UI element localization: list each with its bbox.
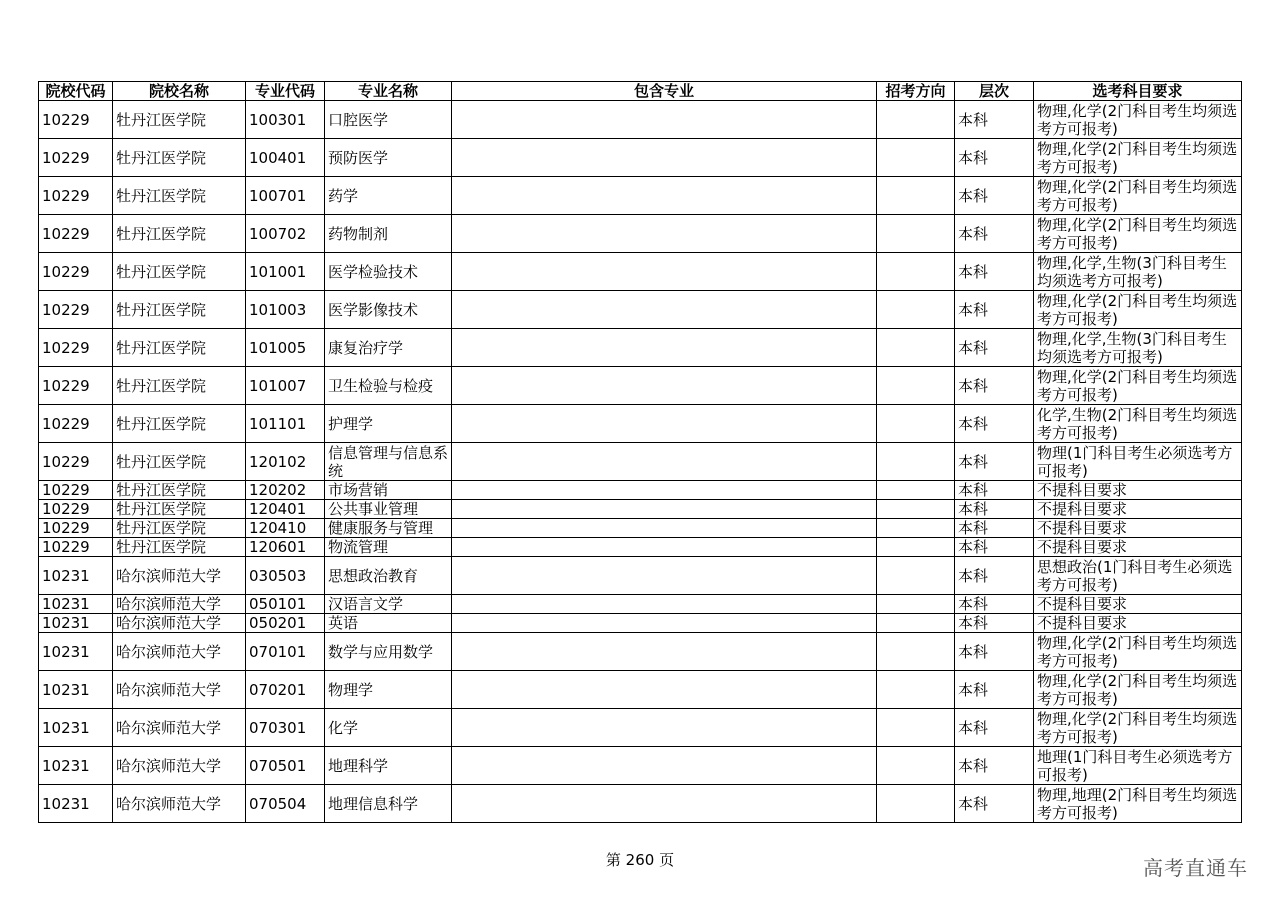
cell-major-name: 思想政治教育 bbox=[325, 557, 452, 595]
cell-school-code: 10229 bbox=[39, 101, 113, 139]
cell-school-name: 牡丹江医学院 bbox=[113, 291, 246, 329]
cell-direction bbox=[877, 785, 955, 823]
cell-major-code: 070101 bbox=[246, 633, 325, 671]
cell-major-name: 药学 bbox=[325, 177, 452, 215]
cell-school-code: 10229 bbox=[39, 139, 113, 177]
cell-subject-requirement: 物理,化学(2门科目考生均须选考方可报考) bbox=[1034, 215, 1242, 253]
cell-major-code: 120202 bbox=[246, 481, 325, 500]
cell-school-name: 哈尔滨师范大学 bbox=[113, 595, 246, 614]
cell-school-code: 10229 bbox=[39, 329, 113, 367]
cell-school-name: 哈尔滨师范大学 bbox=[113, 785, 246, 823]
cell-major-name: 预防医学 bbox=[325, 139, 452, 177]
cell-level: 本科 bbox=[955, 595, 1034, 614]
cell-direction bbox=[877, 709, 955, 747]
cell-school-code: 10231 bbox=[39, 747, 113, 785]
cell-major-code: 100301 bbox=[246, 101, 325, 139]
cell-subject-requirement: 物理(1门科目考生必须选考方可报考) bbox=[1034, 443, 1242, 481]
cell-direction bbox=[877, 614, 955, 633]
cell-subject-requirement: 地理(1门科目考生必须选考方可报考) bbox=[1034, 747, 1242, 785]
table-row bbox=[39, 595, 1242, 614]
header-school-name: 院校名称 bbox=[113, 82, 246, 101]
cell-major-code: 120601 bbox=[246, 538, 325, 557]
cell-school-name: 哈尔滨师范大学 bbox=[113, 747, 246, 785]
cell-direction bbox=[877, 139, 955, 177]
cell-major-code: 101101 bbox=[246, 405, 325, 443]
table-row bbox=[39, 101, 1242, 139]
cell-school-name: 牡丹江医学院 bbox=[113, 215, 246, 253]
cell-school-name: 牡丹江医学院 bbox=[113, 101, 246, 139]
cell-school-code: 10231 bbox=[39, 595, 113, 614]
cell-school-code: 10231 bbox=[39, 633, 113, 671]
header-major-code: 专业代码 bbox=[246, 82, 325, 101]
cell-subject-requirement: 物理,地理(2门科目考生均须选考方可报考) bbox=[1034, 785, 1242, 823]
cell-major-name: 护理学 bbox=[325, 405, 452, 443]
table-body bbox=[39, 101, 1242, 823]
table-row bbox=[39, 519, 1242, 538]
cell-school-name: 哈尔滨师范大学 bbox=[113, 709, 246, 747]
cell-level: 本科 bbox=[955, 557, 1034, 595]
cell-major-code: 070501 bbox=[246, 747, 325, 785]
cell-subject-requirement: 化学,生物(2门科目考生均须选考方可报考) bbox=[1034, 405, 1242, 443]
cell-included-majors bbox=[452, 538, 877, 557]
cell-school-name: 牡丹江医学院 bbox=[113, 139, 246, 177]
cell-major-name: 汉语言文学 bbox=[325, 595, 452, 614]
table-row bbox=[39, 500, 1242, 519]
table-row bbox=[39, 671, 1242, 709]
cell-direction bbox=[877, 405, 955, 443]
cell-major-code: 101005 bbox=[246, 329, 325, 367]
cell-major-code: 070504 bbox=[246, 785, 325, 823]
table-row bbox=[39, 614, 1242, 633]
cell-subject-requirement: 物理,化学,生物(3门科目考生均须选考方可报考) bbox=[1034, 329, 1242, 367]
cell-subject-requirement: 不提科目要求 bbox=[1034, 614, 1242, 633]
cell-direction bbox=[877, 538, 955, 557]
table-row bbox=[39, 633, 1242, 671]
cell-school-name: 哈尔滨师范大学 bbox=[113, 557, 246, 595]
cell-subject-requirement: 物理,化学(2门科目考生均须选考方可报考) bbox=[1034, 291, 1242, 329]
cell-included-majors bbox=[452, 557, 877, 595]
table-row bbox=[39, 139, 1242, 177]
cell-direction bbox=[877, 500, 955, 519]
cell-major-code: 101003 bbox=[246, 291, 325, 329]
cell-school-name: 牡丹江医学院 bbox=[113, 481, 246, 500]
cell-direction bbox=[877, 633, 955, 671]
cell-major-name: 健康服务与管理 bbox=[325, 519, 452, 538]
cell-included-majors bbox=[452, 215, 877, 253]
cell-school-code: 10231 bbox=[39, 785, 113, 823]
cell-included-majors bbox=[452, 481, 877, 500]
cell-major-name: 康复治疗学 bbox=[325, 329, 452, 367]
cell-direction bbox=[877, 595, 955, 614]
cell-major-code: 070201 bbox=[246, 671, 325, 709]
cell-major-name: 物理学 bbox=[325, 671, 452, 709]
cell-school-name: 牡丹江医学院 bbox=[113, 443, 246, 481]
cell-major-name: 数学与应用数学 bbox=[325, 633, 452, 671]
cell-major-name: 药物制剂 bbox=[325, 215, 452, 253]
admissions-table bbox=[38, 81, 1242, 823]
header-subject-requirement: 选考科目要求 bbox=[1034, 82, 1242, 101]
cell-major-name: 市场营销 bbox=[325, 481, 452, 500]
cell-included-majors bbox=[452, 519, 877, 538]
cell-level: 本科 bbox=[955, 253, 1034, 291]
cell-level: 本科 bbox=[955, 481, 1034, 500]
cell-included-majors bbox=[452, 595, 877, 614]
cell-subject-requirement: 物理,化学(2门科目考生均须选考方可报考) bbox=[1034, 709, 1242, 747]
table-row bbox=[39, 367, 1242, 405]
page-number: 第 260 页 bbox=[605, 851, 675, 869]
cell-school-code: 10229 bbox=[39, 481, 113, 500]
cell-included-majors bbox=[452, 329, 877, 367]
table-row bbox=[39, 557, 1242, 595]
cell-school-name: 牡丹江医学院 bbox=[113, 405, 246, 443]
cell-subject-requirement: 物理,化学(2门科目考生均须选考方可报考) bbox=[1034, 101, 1242, 139]
cell-school-code: 10229 bbox=[39, 367, 113, 405]
cell-included-majors bbox=[452, 253, 877, 291]
cell-school-code: 10229 bbox=[39, 291, 113, 329]
cell-subject-requirement: 思想政治(1门科目考生必须选考方可报考) bbox=[1034, 557, 1242, 595]
cell-direction bbox=[877, 101, 955, 139]
cell-major-name: 公共事业管理 bbox=[325, 500, 452, 519]
cell-included-majors bbox=[452, 747, 877, 785]
cell-direction bbox=[877, 481, 955, 500]
cell-major-code: 050101 bbox=[246, 595, 325, 614]
cell-school-name: 牡丹江医学院 bbox=[113, 519, 246, 538]
cell-level: 本科 bbox=[955, 747, 1034, 785]
cell-major-name: 物流管理 bbox=[325, 538, 452, 557]
cell-subject-requirement: 物理,化学(2门科目考生均须选考方可报考) bbox=[1034, 633, 1242, 671]
cell-direction bbox=[877, 177, 955, 215]
cell-included-majors bbox=[452, 500, 877, 519]
table-row bbox=[39, 405, 1242, 443]
cell-school-code: 10229 bbox=[39, 405, 113, 443]
table-row bbox=[39, 177, 1242, 215]
cell-major-name: 化学 bbox=[325, 709, 452, 747]
cell-school-name: 哈尔滨师范大学 bbox=[113, 671, 246, 709]
cell-subject-requirement: 不提科目要求 bbox=[1034, 519, 1242, 538]
cell-level: 本科 bbox=[955, 785, 1034, 823]
cell-included-majors bbox=[452, 785, 877, 823]
cell-major-code: 050201 bbox=[246, 614, 325, 633]
cell-level: 本科 bbox=[955, 443, 1034, 481]
cell-included-majors bbox=[452, 367, 877, 405]
cell-school-code: 10229 bbox=[39, 215, 113, 253]
table-row bbox=[39, 538, 1242, 557]
cell-included-majors bbox=[452, 709, 877, 747]
cell-subject-requirement: 物理,化学(2门科目考生均须选考方可报考) bbox=[1034, 139, 1242, 177]
cell-subject-requirement: 物理,化学,生物(3门科目考生均须选考方可报考) bbox=[1034, 253, 1242, 291]
cell-school-name: 哈尔滨师范大学 bbox=[113, 633, 246, 671]
cell-direction bbox=[877, 519, 955, 538]
cell-major-name: 卫生检验与检疫 bbox=[325, 367, 452, 405]
cell-school-code: 10229 bbox=[39, 538, 113, 557]
cell-level: 本科 bbox=[955, 367, 1034, 405]
cell-direction bbox=[877, 747, 955, 785]
cell-subject-requirement: 不提科目要求 bbox=[1034, 500, 1242, 519]
table-row bbox=[39, 253, 1242, 291]
header-major-name: 专业名称 bbox=[325, 82, 452, 101]
cell-subject-requirement: 不提科目要求 bbox=[1034, 538, 1242, 557]
table-row bbox=[39, 443, 1242, 481]
cell-school-code: 10229 bbox=[39, 519, 113, 538]
cell-included-majors bbox=[452, 633, 877, 671]
table-row bbox=[39, 291, 1242, 329]
cell-school-name: 牡丹江医学院 bbox=[113, 367, 246, 405]
cell-major-name: 英语 bbox=[325, 614, 452, 633]
cell-level: 本科 bbox=[955, 709, 1034, 747]
cell-major-code: 100401 bbox=[246, 139, 325, 177]
cell-level: 本科 bbox=[955, 538, 1034, 557]
cell-major-code: 101007 bbox=[246, 367, 325, 405]
table-row bbox=[39, 785, 1242, 823]
cell-level: 本科 bbox=[955, 500, 1034, 519]
cell-school-code: 10231 bbox=[39, 557, 113, 595]
cell-major-name: 地理信息科学 bbox=[325, 785, 452, 823]
cell-major-code: 101001 bbox=[246, 253, 325, 291]
cell-level: 本科 bbox=[955, 519, 1034, 538]
header-included-majors: 包含专业 bbox=[452, 82, 877, 101]
cell-direction bbox=[877, 367, 955, 405]
cell-school-name: 牡丹江医学院 bbox=[113, 329, 246, 367]
table-row bbox=[39, 747, 1242, 785]
cell-major-code: 070301 bbox=[246, 709, 325, 747]
cell-school-code: 10229 bbox=[39, 443, 113, 481]
cell-direction bbox=[877, 329, 955, 367]
cell-school-name: 牡丹江医学院 bbox=[113, 253, 246, 291]
cell-direction bbox=[877, 291, 955, 329]
cell-direction bbox=[877, 443, 955, 481]
cell-school-code: 10229 bbox=[39, 500, 113, 519]
cell-school-name: 哈尔滨师范大学 bbox=[113, 614, 246, 633]
header-level: 层次 bbox=[955, 82, 1034, 101]
cell-level: 本科 bbox=[955, 329, 1034, 367]
cell-school-name: 牡丹江医学院 bbox=[113, 177, 246, 215]
header-direction: 招考方向 bbox=[877, 82, 955, 101]
cell-level: 本科 bbox=[955, 139, 1034, 177]
cell-level: 本科 bbox=[955, 671, 1034, 709]
cell-major-code: 030503 bbox=[246, 557, 325, 595]
cell-major-name: 信息管理与信息系统 bbox=[325, 443, 452, 481]
table-row bbox=[39, 215, 1242, 253]
table-row bbox=[39, 481, 1242, 500]
watermark-text: 高考直通车 bbox=[1143, 856, 1248, 880]
cell-level: 本科 bbox=[955, 405, 1034, 443]
cell-level: 本科 bbox=[955, 614, 1034, 633]
cell-included-majors bbox=[452, 139, 877, 177]
cell-major-code: 100701 bbox=[246, 177, 325, 215]
cell-level: 本科 bbox=[955, 101, 1034, 139]
cell-school-name: 牡丹江医学院 bbox=[113, 500, 246, 519]
cell-major-name: 医学影像技术 bbox=[325, 291, 452, 329]
cell-included-majors bbox=[452, 671, 877, 709]
cell-direction bbox=[877, 253, 955, 291]
cell-school-code: 10229 bbox=[39, 177, 113, 215]
cell-school-code: 10231 bbox=[39, 709, 113, 747]
cell-level: 本科 bbox=[955, 633, 1034, 671]
cell-included-majors bbox=[452, 443, 877, 481]
cell-level: 本科 bbox=[955, 177, 1034, 215]
cell-direction bbox=[877, 671, 955, 709]
cell-direction bbox=[877, 215, 955, 253]
header-school-code: 院校代码 bbox=[39, 82, 113, 101]
cell-major-name: 地理科学 bbox=[325, 747, 452, 785]
cell-major-code: 120401 bbox=[246, 500, 325, 519]
cell-subject-requirement: 物理,化学(2门科目考生均须选考方可报考) bbox=[1034, 367, 1242, 405]
cell-subject-requirement: 物理,化学(2门科目考生均须选考方可报考) bbox=[1034, 671, 1242, 709]
table-row bbox=[39, 329, 1242, 367]
cell-school-code: 10231 bbox=[39, 614, 113, 633]
cell-school-code: 10231 bbox=[39, 671, 113, 709]
cell-subject-requirement: 不提科目要求 bbox=[1034, 595, 1242, 614]
cell-included-majors bbox=[452, 291, 877, 329]
cell-school-code: 10229 bbox=[39, 253, 113, 291]
cell-major-code: 120102 bbox=[246, 443, 325, 481]
cell-subject-requirement: 不提科目要求 bbox=[1034, 481, 1242, 500]
cell-level: 本科 bbox=[955, 291, 1034, 329]
table-row bbox=[39, 709, 1242, 747]
table-header-row bbox=[39, 82, 1242, 101]
cell-level: 本科 bbox=[955, 215, 1034, 253]
cell-major-code: 100702 bbox=[246, 215, 325, 253]
cell-included-majors bbox=[452, 405, 877, 443]
cell-direction bbox=[877, 557, 955, 595]
cell-included-majors bbox=[452, 177, 877, 215]
cell-subject-requirement: 物理,化学(2门科目考生均须选考方可报考) bbox=[1034, 177, 1242, 215]
cell-major-name: 医学检验技术 bbox=[325, 253, 452, 291]
cell-included-majors bbox=[452, 614, 877, 633]
cell-included-majors bbox=[452, 101, 877, 139]
cell-school-name: 牡丹江医学院 bbox=[113, 538, 246, 557]
cell-major-code: 120410 bbox=[246, 519, 325, 538]
cell-major-name: 口腔医学 bbox=[325, 101, 452, 139]
